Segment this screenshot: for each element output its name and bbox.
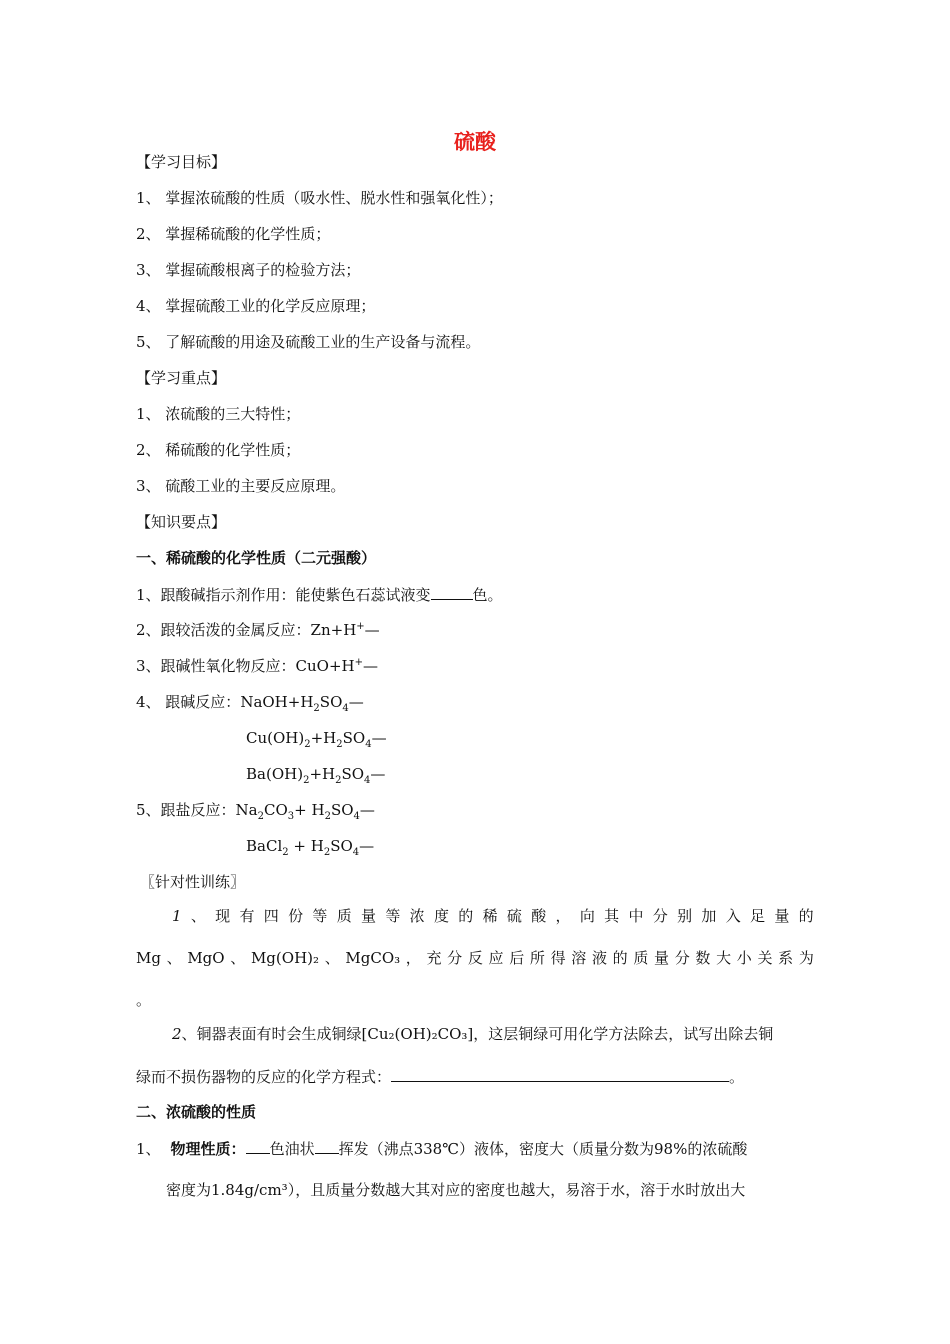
word: 量 [361,907,377,925]
word: 四 [263,907,279,925]
word: 反 [467,949,483,967]
objectives-heading: 【学习目标】 [136,153,227,171]
word: 质 [633,949,649,967]
word: 小 [736,949,752,967]
word: 量 [774,907,790,925]
question-2-line-1: 2、铜器表面有时会生成铜绿[Cu₂(OH)₂CO₃]，这层铜绿可用化学方法除去，试写出除去铜 [172,1025,774,1043]
section2-title: 二、浓硫酸的性质 [136,1103,257,1121]
word: 质 [336,907,352,925]
question-1-line-2 [136,948,814,968]
word: 浓 [409,907,425,925]
word: 向 [579,907,595,925]
word: 酸 [531,907,547,925]
objective-item: 5、 了解硫酸的用途及硫酸工业的生产设备与流程。 [136,333,481,351]
objective-item: 4、 掌握硫酸工业的化学反应原理； [136,297,376,315]
word: 稀 [482,907,498,925]
word: 等 [385,907,401,925]
question-2-line-2: 绿而不损伤器物的反应的化学方程式： 。 [136,1068,745,1086]
word: 其 [604,907,620,925]
word: 等 [312,907,328,925]
reaction-line-5b: BaCl$_2$ + $H_2SO_4—$ [246,837,375,858]
word: 应 [488,949,504,967]
fill-blank [315,1138,339,1154]
word: 的 [612,949,628,967]
fill-blank [431,584,473,600]
word: 、 [324,949,340,967]
word: 溶 [571,949,587,967]
word: 为 [798,949,814,967]
property-line-1: 1、 物理性质： 色油状 挥发（沸点338℃）液体，密度大（质量分数为98%的浓硫酸 [136,1140,748,1158]
keypoint-item: 1、 浓硫酸的三大特性； [136,405,301,423]
reaction-line-2: 2、跟较活泼的金属反应：Zn+H+— [136,621,380,639]
training-heading: 〖针对性训练〗 [140,873,246,891]
word: ， [405,949,421,967]
keypoint-item: 2、 稀硫酸的化学性质； [136,441,301,459]
objective-item: 2、 掌握稀硫酸的化学性质； [136,225,331,243]
word: MgCO₃ [345,949,401,967]
reaction-line-5: 5、跟盐反应：$Na_2CO_3+$ $H_2SO_4—$ [136,801,375,822]
word: 分 [674,949,690,967]
reaction-line-4c: $Ba(OH)_2+H_2SO_4—$ [246,765,386,786]
word: 分 [447,949,463,967]
objective-item: 3、 掌握硫酸根离子的检验方法； [136,261,361,279]
word: Mg(OH)₂ [250,949,320,967]
word: 入 [725,907,741,925]
knowledge-heading: 【知识要点】 [136,513,227,531]
word: 份 [288,907,304,925]
word: 量 [654,949,670,967]
answer-blank [391,1066,729,1082]
word: 现 [215,907,231,925]
word: ， [555,907,571,925]
word: 所 [529,949,545,967]
word: 加 [701,907,717,925]
word: 、 [166,949,182,967]
word: 数 [695,949,711,967]
word: 硫 [506,907,522,925]
section1-title: 一、稀硫酸的化学性质（二元强酸） [136,549,377,567]
word: 分 [652,907,668,925]
word: 、 [190,907,206,925]
word: 得 [550,949,566,967]
property-line-2: 密度为1.84g/cm³），且质量分数越大其对应的密度也越大，易溶于水，溶于水时放出大 [166,1181,746,1199]
word: MgO [187,949,225,967]
word: 的 [458,907,474,925]
page-title: 硫酸 [454,130,496,154]
word: 有 [239,907,255,925]
reaction-line-4: 4、 跟碱反应：$NaOH+H_2SO_4—$ [136,693,364,714]
word: 的 [798,907,814,925]
word: 1 [172,907,182,925]
question-1-line-3: 。 [136,991,152,1009]
word: 大 [716,949,732,967]
keypoints-heading: 【学习重点】 [136,369,227,387]
word: 液 [591,949,607,967]
reaction-line-4b: $Cu(OH)_2+H_2SO_4—$ [246,729,387,750]
word: 别 [677,907,693,925]
word: 、 [230,949,246,967]
word: 关 [757,949,773,967]
reaction-line-3: 3、跟碱性氧化物反应：CuO+H+— [136,657,379,675]
word: Mg [136,949,161,967]
keypoint-item: 3、 硫酸工业的主要反应原理。 [136,477,346,495]
word: 足 [750,907,766,925]
reaction-line-1: 1、跟酸碱指示剂作用：能使紫色石蕊试液变 色。 [136,586,503,604]
word: 后 [509,949,525,967]
fill-blank [246,1138,270,1154]
word: 充 [426,949,442,967]
question-1-line-1 [172,906,814,926]
word: 中 [628,907,644,925]
objective-item: 1、 掌握浓硫酸的性质（吸水性、脱水性和强氧化性）； [136,189,503,207]
word: 系 [778,949,794,967]
word: 度 [433,907,449,925]
